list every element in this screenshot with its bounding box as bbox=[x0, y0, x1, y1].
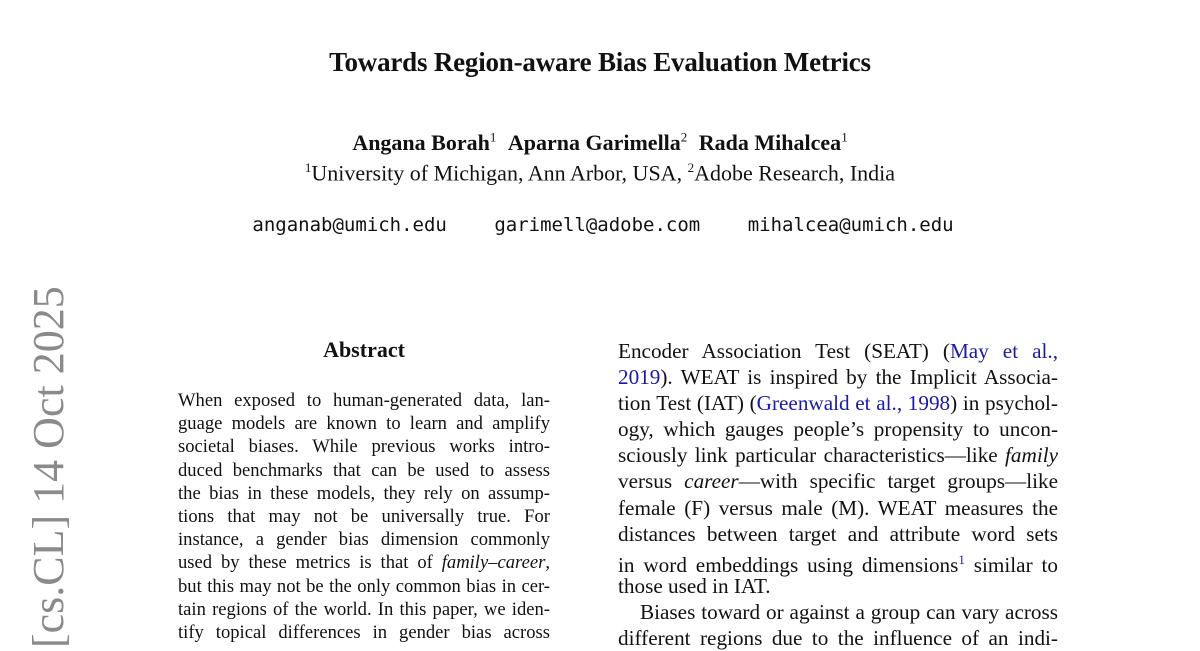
abstract-line: When exposed to human-generated data, lan- bbox=[178, 390, 550, 411]
arxiv-stamp: [cs.CL] 14 Oct 2025 bbox=[24, 286, 73, 648]
body-line: 2019). WEAT is inspired by the Implicit Associa- bbox=[618, 365, 1058, 390]
body-line: distances between target and attribute word sets bbox=[618, 521, 1058, 546]
affiliations: $^1$University of Michigan, Ann Arbor, USA, $^2$Adobe Research, India bbox=[304, 160, 896, 186]
abstract-body bbox=[178, 389, 550, 644]
abstract-line: tions that may not be universally true. For bbox=[178, 505, 550, 527]
citation-link[interactable]: 2019 bbox=[618, 365, 661, 390]
email-link[interactable]: anganab@umich.edu bbox=[252, 214, 447, 236]
abstract-line: societal biases. While previous works intro- bbox=[178, 436, 550, 458]
author-name: Rada Mihalcea$^1$ bbox=[698, 130, 848, 156]
abstract-line: used by these metrics is that of family–career, bbox=[178, 552, 550, 574]
body-line: Biases toward or against a group can vary across bbox=[640, 599, 1058, 624]
paper-title: Towards Region-aware Bias Evaluation Metrics bbox=[329, 47, 871, 77]
body-line: Encoder Association Test (SEAT) (May et al., bbox=[618, 339, 1059, 363]
abstract-line: but this may not be the only common bias in cer- bbox=[178, 575, 550, 597]
body-line: in word embeddings using dimensions$^1$ similar to bbox=[618, 551, 1059, 577]
citation-link[interactable]: Greenwald et al., 1998 bbox=[756, 391, 951, 416]
body-line: sciously link particular characteristics—like family bbox=[618, 443, 1058, 468]
body-line: versus career—with specific target groups—like bbox=[618, 469, 1058, 494]
abstract-line: instance, a gender bias dimension commonly bbox=[178, 529, 550, 551]
author-name: Angana Borah$^1$ bbox=[352, 130, 497, 156]
body-line: female (F) versus male (M). WEAT measures the bbox=[618, 495, 1058, 520]
abstract-line: guage models are known to learn and amplify bbox=[178, 413, 550, 435]
abstract-line: the bias in these models, they rely on assump- bbox=[178, 482, 550, 504]
email-link[interactable]: mihalcea@umich.edu bbox=[747, 214, 954, 236]
citation-link[interactable]: May et al., bbox=[949, 339, 1059, 363]
abstract-line: tify topical differences in gender bias across bbox=[178, 621, 550, 643]
body-line: different regions due to the influence of an indi- bbox=[618, 626, 1058, 651]
abstract-line: tain regions of the world. In this paper, we iden- bbox=[178, 598, 550, 620]
body-line: tion Test (IAT) (Greenwald et al., 1998) in psychol- bbox=[618, 391, 1058, 416]
body-column bbox=[618, 338, 1058, 651]
body-line: those used in IAT. bbox=[618, 573, 771, 598]
footnote-marker[interactable]: 1 bbox=[958, 551, 965, 567]
author-emails bbox=[0, 214, 1200, 236]
author-list bbox=[0, 130, 1200, 156]
author-name: Aparna Garimella$^2$ bbox=[507, 130, 688, 156]
email-link[interactable]: garimell@adobe.com bbox=[494, 214, 701, 236]
body-line: ogy, which gauges people’s propensity to uncon- bbox=[618, 417, 1058, 442]
abstract-heading: Abstract bbox=[323, 337, 405, 362]
abstract-line: duced benchmarks that can be used to assess bbox=[178, 459, 550, 481]
